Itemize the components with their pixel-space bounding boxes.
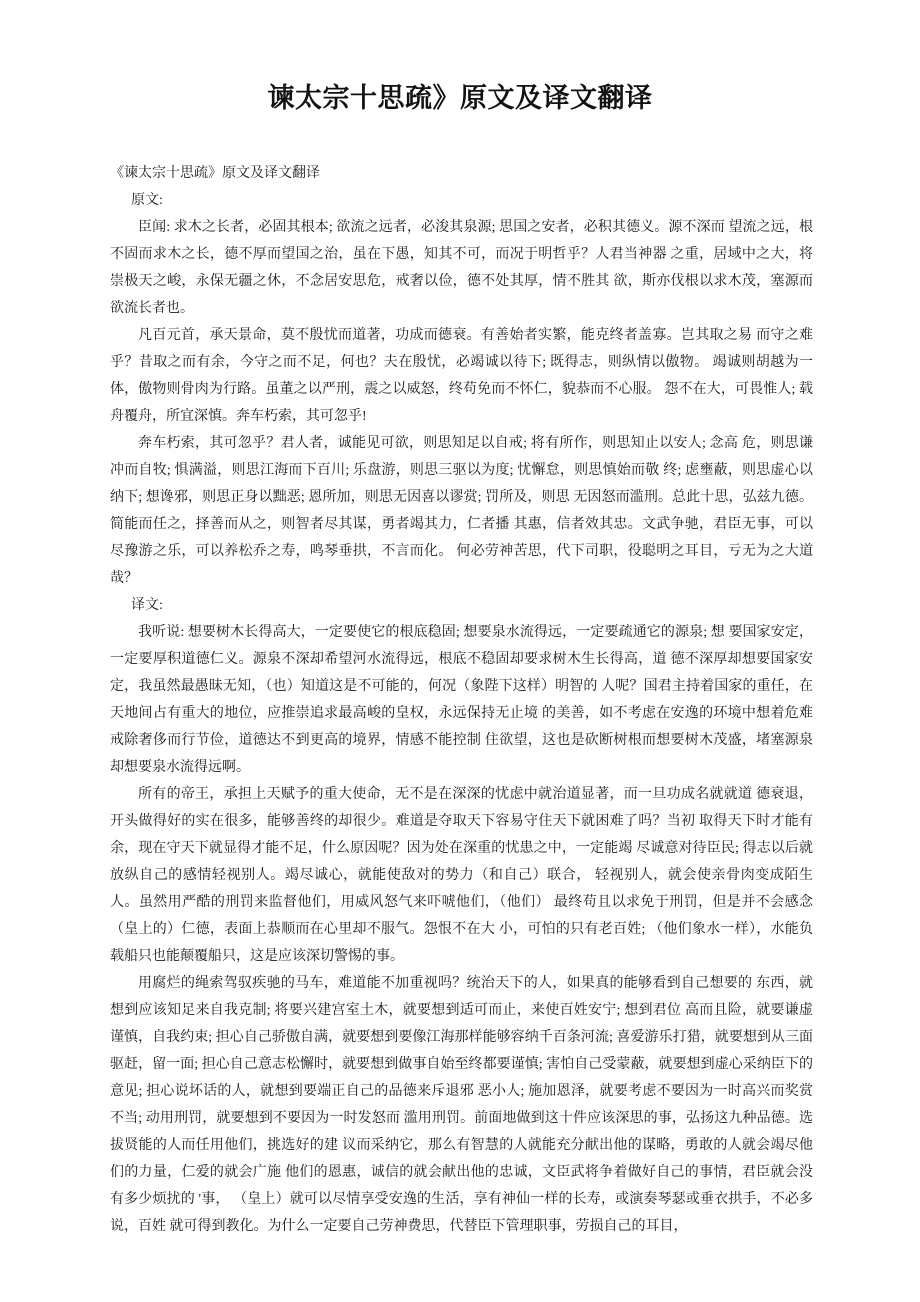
original-paragraph-2: 凡百元首，承天景命，莫不殷忧而道著，功成而德衰。有善始者实繁，能克终者盖寡。岂其取之易 而守之难乎？昔取之而有余，今守之而不足，何也？夫在殷忧，必竭诚以待下; 既得志，则纵情以傲物。 竭诚则胡越为一体，傲物则骨肉为行路。虽董之以严刑，震之以威怒，终苟免而不怀仁，貌恭而不心服。 怨不在大，可畏惟人; 载舟覆舟，所宜深慎。奔车朽索，其可忽乎! (110, 328, 813, 424)
document-body (110, 160, 813, 1240)
translation-paragraph-1: 我听说: 想要树木长得高大，一定要使它的根底稳固; 想要泉水流得远，一定要疏通它的源泉; 想 要国家安定，一定要厚积道德仁义。源泉不深却希望河水流得远，根底不稳固却要求树木生长得高，道 德不深厚却想要国家安定，我虽然最愚昧无知，（也）知道这是不可能的，何况（象陛下这样）明智的 人呢？国君主持着国家的重任，在天地间占有重大的地位，应推崇追求最高峻的皇权，永远保持无止境 的美善，如不考虑在安逸的环境中想着危难戒除奢侈而行节俭，道德达不到更高的境界，情感不能控制 住欲望，这也是砍断树根而想要树木茂盛，堵塞源泉却想要泉水流得远啊。 (110, 625, 813, 775)
document-subtitle: 《谏太宗十思疏》原文及译文翻译 (110, 166, 320, 181)
translation-paragraph-2: 所有的帝王，承担上天赋予的重大使命，无不是在深深的忧虑中就治道显著，而一旦功成名就就道 德衰退，开头做得好的实在很多，能够善终的却很少。难道是夺取天下容易守住天下就困难了吗？当初 取得天下时才能有余，现在守天下就显得才能不足，什么原因呢？因为处在深重的忧患之中，一定能竭 尽诚意对待臣民; 得志以后就放纵自己的感情轻视别人。竭尽诚心，就能使敌对的势力（和自己）联合， 轻视别人，就会使亲骨肉变成陌生人。虽然用严酷的刑罚来监督他们，用威风怒气来吓唬他们，（他们） 最终苟且以求免于刑罚，但是并不会感念（皇上的）仁德，表面上恭顺而在心里却不服气。怨恨不在大 小，可怕的只有老百姓; （他们象水一样），水能负载船只也能颠覆船只，这是应该深切警惕的事。 (110, 787, 813, 964)
section-label-translation: 译文: (131, 598, 163, 613)
original-paragraph-3: 奔车朽索，其可忽乎？君人者，诚能见可欲，则思知足以自戒; 将有所作，则思知止以安人; 念高 危，则思谦冲而自牧; 惧满溢，则思江海而下百川; 乐盘游，则思三驱以为度; 忧懈怠，则思慎始而敬 终; 虑壅蔽，则思虚心以纳下; 想谗邪，则思正身以黜恶; 恩所加，则思无因喜以谬赏; 罚所及，则思 无因怒而滥刑。总此十思，弘兹九德。简能而任之，择善而从之，则智者尽其谋，勇者竭其力，仁者播 其惠，信者效其忠。文武争驰，君臣无事，可以尽豫游之乐，可以养松乔之寿，鸣琴垂拱，不言而化。 何必劳神苦思，代下司职，役聪明之耳目，亏无为之大道哉？ (110, 436, 813, 586)
original-paragraph-1: 臣闻: 求木之长者，必固其根本; 欲流之远者，必浚其泉源; 思国之安者，必积其德义。源不深而 望流之远，根不固而求木之长，德不厚而望国之治，虽在下愚，知其不可，而况于明哲乎？人君当神器 之重，居域中之大，将崇极天之峻，永保无疆之休，不念居安思危，戒奢以俭，德不处其厚，情不胜其 欲，斯亦伐根以求木茂，塞源而欲流长者也。 (110, 220, 813, 316)
translation-paragraph-3: 用腐烂的绳索驾驭疾驰的马车，难道能不加重视吗？统治天下的人，如果真的能够看到自己想要的 东西，就想到应该知足来自我克制; 将要兴建宫室土木，就要想到适可而止，来使百姓安宁; 想到君位 高而且险，就要谦虚谨慎，自我约束; 担心自己骄傲自满，就要想到要像江海那样能够容纳千百条河流; 喜爱游乐打猎，就要想到从三面驱赶，留一面; 担心自己意志松懈时，就要想到做事自始至终都要谨慎; 害怕自己受蒙蔽，就要想到虚心采纳臣下的意见; 担心说坏话的人，就想到要端正自己的品德来斥退邪 恶小人; 施加恩泽，就要考虑不要因为一时高兴而奖赏不当; 动用刑罚，就要想到不要因为一时发怒而 滥用刑罚。前面地做到这十件应该深思的事，弘扬这九种品德。选拔贤能的人而任用他们，挑选好的建 议而采纳它，那么有智慧的人就能充分献出他的谋略，勇敢的人就会竭尽他们的力量，仁爱的就会广施 他们的恩惠，诚信的就会献出他的忠诚，文臣武将争着做好自己的事情，君臣就会没有多少烦扰的 '事， （皇上）就可以尽情享受安逸的生活，享有神仙一样的长寿，或演奏琴瑟或垂衣拱手，不必多说，百姓 就可得到教化。为什么一定要自己劳神费思，代替臣下管理职事，劳损自己的耳目， (110, 976, 813, 1234)
page-title: 谏太宗十思疏》原文及译文翻译 (267, 83, 653, 113)
section-label-original: 原文: (131, 193, 163, 208)
